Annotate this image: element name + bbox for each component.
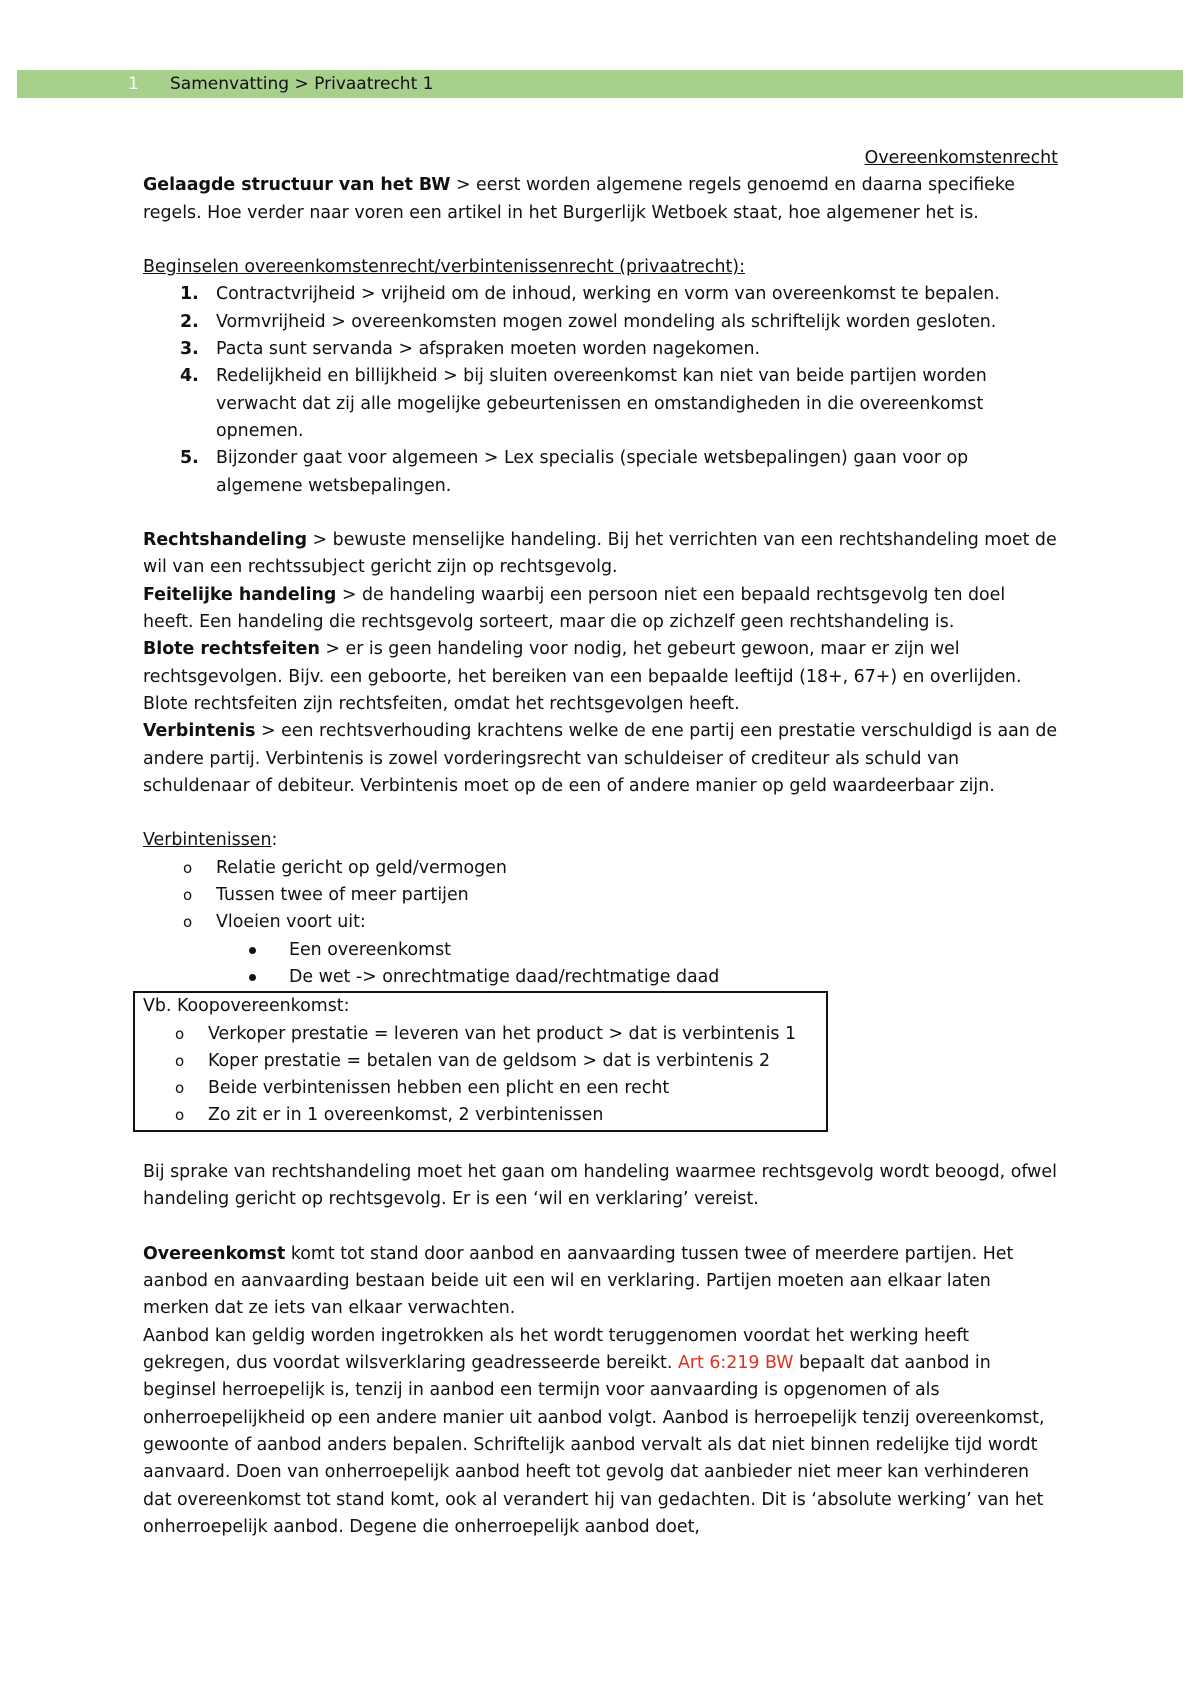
definition-text: > de handeling waarbij een persoon niet een bepaald rechtsgevolg ten doel heeft. Een handeling die rechtsgevolg sorteert, maar die op zichzelf geen rechtshandeling is. (143, 584, 1006, 633)
list-item-text: Redelijkheid en billijkheid > bij sluiten overeenkomst kan niet van beide partijen worden verwacht dat zij alle mogelijke gebeurtenissen en omstandigheden in die overeenkomst opnemen. (216, 366, 987, 441)
definition-text: > er is geen handeling voor nodig, het gebeurt gewoon, maar er zijn wel rechtsgevolgen. Bijv. een geboorte, het bereiken van een bepaalde leeftijd (18+, 67+) en overlijden. Blote rechtsfeiten zijn rechtsfeiten, omdat het rechtsgevolgen heeft. (143, 639, 1022, 714)
bullet-o-icon: o (175, 1051, 185, 1070)
document-body (143, 145, 1058, 1541)
list-item-text: Beide verbintenissen hebben een plicht en een recht (208, 1078, 670, 1099)
verbintenissen-heading-colon: : (271, 830, 278, 851)
paragraph-overeenkomst (143, 1241, 1058, 1323)
intro-paragraph (143, 172, 1058, 227)
list-item (143, 964, 1058, 991)
principles-list (143, 281, 1058, 499)
page-header (17, 70, 1183, 98)
paragraph-wil-en-verklaring: Bij sprake van rechtshandeling moet het gaan om handeling waarmee rechtsgevolg wordt beoogd, ofwel handeling gericht op rechtsgevolg. Er is een ‘wil en verklaring’ vereist. (143, 1161, 1057, 1210)
list-item-text: Zo zit er in 1 overeenkomst, 2 verbintenissen (208, 1105, 604, 1126)
page-number: 1 (128, 74, 139, 94)
example-list (135, 1021, 826, 1130)
intro-term: Gelaagde structuur van het BW (143, 175, 451, 196)
paragraph-aanbod (143, 1323, 1058, 1541)
bullet-dot-icon (249, 947, 256, 954)
list-item (135, 1048, 826, 1075)
list-item (143, 363, 1058, 445)
list-item (135, 1021, 826, 1048)
section-title: Overeenkomstenrecht (864, 148, 1058, 168)
list-item-text: Een overeenkomst (289, 939, 451, 960)
bullet-o-icon: o (183, 886, 193, 905)
bullet-dot-icon (249, 974, 256, 981)
verbintenissen-heading (143, 827, 1058, 854)
bullet-o-icon: o (175, 1106, 185, 1125)
definition-feitelijke-handeling (143, 582, 1058, 637)
definition-rechtshandeling (143, 527, 1058, 582)
intro-text: > eerst worden algemene regels genoemd en daarna specifieke regels. Hoe verder naar voren een artikel in het Burgerlijk Wetboek staat, hoe algemener het is. (143, 175, 1015, 223)
definition-verbintenis (143, 718, 1058, 800)
list-item-text: Koper prestatie = betalen van de geldsom > dat is verbintenis 2 (208, 1050, 771, 1071)
definition-term: Blote rechtsfeiten (143, 639, 320, 660)
list-item-text: Tussen twee of meer partijen (216, 885, 469, 906)
verbintenissen-list (143, 855, 1058, 937)
list-item-text: Bijzonder gaat voor algemeen > Lex specialis (speciale wetsbepalingen) gaan voor op algemene wetsbepalingen. (216, 448, 969, 496)
list-item (135, 1075, 826, 1102)
definition-blote-rechtsfeiten (143, 636, 1058, 718)
list-item-text: Verkoper prestatie = leveren van het product > dat is verbintenis 1 (208, 1023, 797, 1044)
definition-term: Overeenkomst (143, 1243, 286, 1264)
list-item (135, 1102, 826, 1129)
list-number: 2. (180, 311, 199, 332)
list-item (143, 855, 1058, 882)
bullet-o-icon: o (175, 1024, 185, 1043)
article-reference: Art 6:219 BW (677, 1353, 794, 1374)
list-item (143, 937, 1058, 964)
list-number: 3. (180, 339, 199, 360)
bullet-o-icon: o (183, 913, 193, 932)
list-item-text: Contractvrijheid > vrijheid om de inhoud, werking en vorm van overeenkomst te bepalen. (216, 284, 1000, 305)
definition-term: Verbintenis (143, 721, 256, 742)
spacer (143, 227, 1058, 254)
spacer (143, 1132, 1058, 1159)
verbintenissen-sublist (143, 937, 1058, 992)
definition-text: > bewuste menselijke handeling. Bij het verrichten van een rechtshandeling moet de wil van een rechtssubject gericht zijn op rechtsgevolg. (143, 530, 1057, 578)
list-item-text: Vormvrijheid > overeenkomsten mogen zowel mondeling als schriftelijk worden gesloten. (216, 311, 997, 332)
bullet-o-icon: o (175, 1079, 185, 1098)
list-number: 4. (180, 366, 199, 387)
list-number: 5. (180, 448, 199, 469)
header-title: Samenvatting > Privaatrecht 1 (170, 74, 434, 94)
list-item (143, 281, 1058, 308)
definition-text: komt tot stand door aanbod en aanvaarding tussen twee of meerdere partijen. Het aanbod en aanvaarding bestaan beide uit een wil en verklaring. Partijen moeten aan elkaar laten merken dat ze iets van elkaar verwachten. (143, 1243, 1014, 1319)
list-item (143, 309, 1058, 336)
paragraph-text: bepaalt dat aanbod in beginsel herroepelijk is, tenzij in aanbod een termijn voor aanvaarding is opgenomen of als onherroepelijkheid op een andere manier uit aanbod volgt. Aanbod is herroepelijk tenzij overeenkomst, gewoonte of aanbod anders bepalen. Schriftelijk aanbod vervalt als dat niet binnen redelijke tijd wordt aanvaard. Doen van onherroepelijk aanbod heeft tot gevolg dat aanbieder niet meer kan verhinderen dat overeenkomst tot stand komt, ook al verandert hij van gedachten. Dit is ‘absolute werking’ van het onherroepelijk aanbod. Degene die onherroepelijk aanbod doet, (143, 1353, 1045, 1537)
list-item-text: Pacta sunt servanda > afspraken moeten worden nagekomen. (216, 339, 761, 360)
verbintenissen-heading-text: Verbintenissen (143, 830, 272, 851)
example-title: Vb. Koopovereenkomst: (143, 996, 350, 1017)
list-item (143, 445, 1058, 500)
principles-heading: Beginselen overeenkomstenrecht/verbintenissenrecht (privaatrecht): (143, 257, 745, 278)
list-item-text: Vloeien voort uit: (216, 912, 366, 933)
definition-term: Rechtshandeling (143, 530, 308, 551)
paragraph-text: Aanbod kan geldig worden ingetrokken als het wordt teruggenomen voordat het werking heeft gekregen, dus voordat wilsverklaring geadresseerde bereikt. (143, 1325, 970, 1374)
list-item (143, 882, 1058, 909)
list-item-text: De wet -> onrechtmatige daad/rechtmatige daad (289, 966, 720, 987)
list-item (143, 336, 1058, 363)
example-box (133, 991, 828, 1131)
bullet-o-icon: o (183, 858, 193, 877)
list-item (143, 909, 1058, 936)
spacer (143, 500, 1058, 527)
definition-term: Feitelijke handeling (143, 584, 337, 605)
list-item-text: Relatie gericht op geld/vermogen (216, 857, 507, 878)
spacer (143, 1214, 1058, 1241)
list-number: 1. (180, 284, 199, 305)
definition-text: > een rechtsverhouding krachtens welke de ene partij een prestatie verschuldigd is aan de andere partij. Verbintenis is zowel vorderingsrecht van schuldeiser of crediteur als schuld van schuldenaar of debiteur. Verbintenis moet op de een of andere manier op geld waardeerbaar zijn. (143, 721, 1058, 796)
spacer (143, 800, 1058, 827)
